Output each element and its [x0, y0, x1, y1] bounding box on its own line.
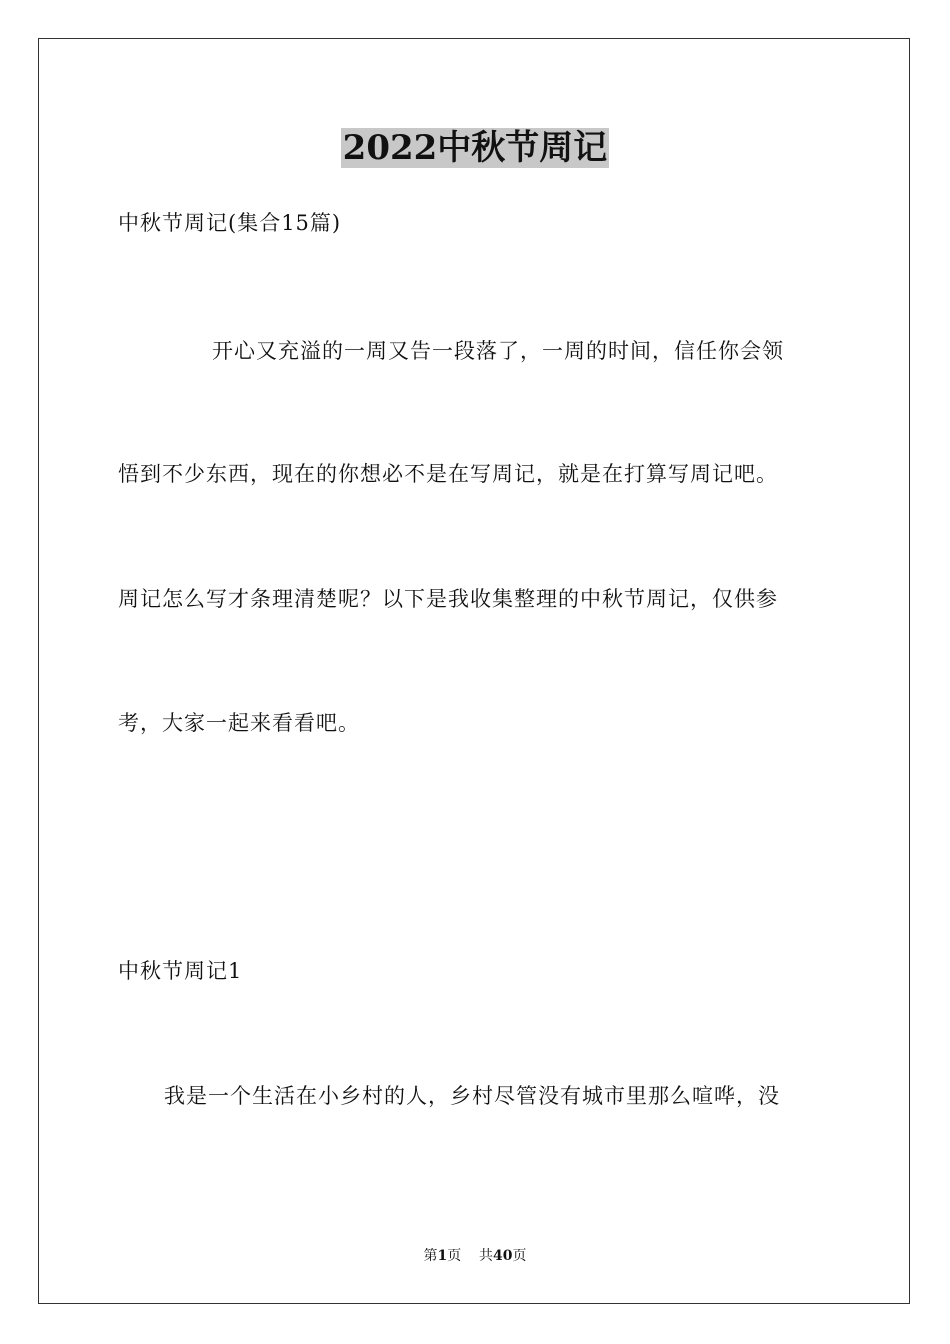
page-footer — [0, 1246, 950, 1266]
footer-total-suffix: 页 — [512, 1248, 527, 1264]
section-line: 我是一个生活在小乡村的人，乡村尽管没有城市里那么喧哗，没 — [164, 1084, 780, 1108]
footer-total-pages: 40 — [493, 1248, 513, 1264]
document-title-text: 2022中秋节周记 — [342, 128, 608, 168]
intro-line: 悟到不少东西，现在的你想必不是在写周记，就是在打算写周记吧。 — [118, 462, 778, 486]
intro-line: 周记怎么写才条理清楚呢？以下是我收集整理的中秋节周记，仅供参 — [118, 587, 778, 611]
footer-page-prefix: 第 — [423, 1248, 438, 1264]
footer-total-prefix: 共 — [479, 1248, 494, 1264]
section-heading: 中秋节周记1 — [118, 959, 243, 983]
intro-line: 考，大家一起来看看吧。 — [118, 711, 360, 735]
document-subtitle: 中秋节周记(集合15篇) — [118, 211, 342, 235]
footer-page-suffix: 页 — [447, 1248, 462, 1264]
intro-line: 开心又充溢的一周又告一段落了，一周的时间，信任你会领 — [212, 339, 784, 363]
document-title — [0, 126, 950, 170]
footer-page-number: 1 — [437, 1248, 448, 1264]
